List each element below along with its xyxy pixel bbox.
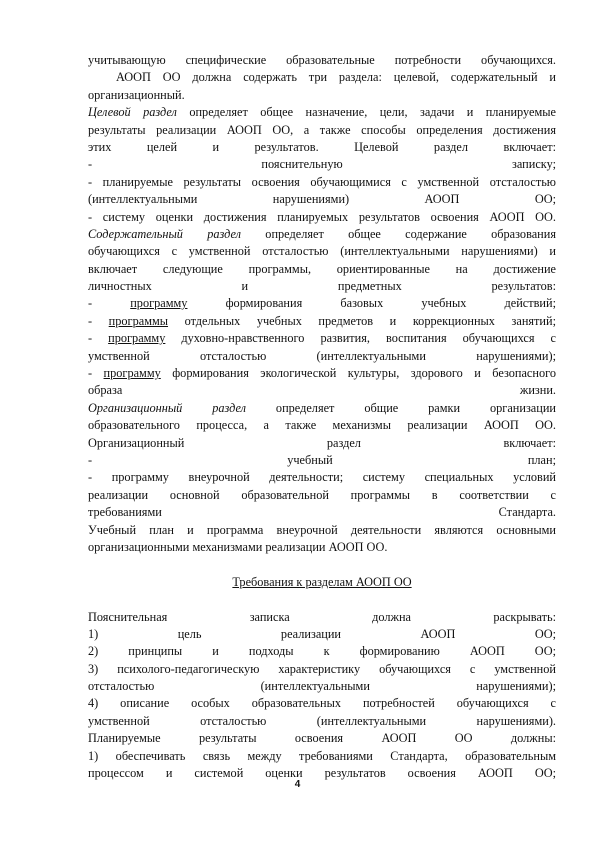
text-line: реализации основной образовательной программы в соответствии с — [88, 487, 556, 502]
text-line: Организационный раздел включает: — [88, 435, 556, 450]
text-span: формирования базовых учебных действий; — [187, 296, 556, 311]
text-line: - программу внеурочной деятельности; систему специальных условий — [88, 470, 556, 485]
text-line — [88, 104, 556, 121]
text-line — [88, 226, 556, 243]
text-line: организационный. — [88, 87, 185, 102]
underlined-term: программу — [130, 296, 188, 311]
text-line: Пояснительная записка должна раскрывать: — [88, 609, 556, 624]
text-span: духовно-нравственного развития, воспитания обучающихся с — [165, 331, 556, 346]
text-span: определяет общее содержание образования — [241, 226, 556, 241]
text-span: формирования экологической культуры, здорового и безопасного — [160, 366, 556, 381]
text-line: - пояснительную записку; — [88, 157, 556, 172]
text-line: - систему оценки достижения планируемых результатов освоения АООП ОО. — [88, 209, 556, 224]
text-line: 2) принципы и подходы к формированию АООП ОО; — [88, 644, 556, 659]
italic-term: Содержательный раздел — [88, 226, 242, 241]
section-heading: Требования к разделам АООП ОО — [232, 574, 412, 589]
italic-term: Целевой раздел — [88, 105, 177, 120]
text-line: обучающихся с умственной отсталостью (интеллектуальными нарушениями) и — [88, 244, 556, 259]
text-line: учитывающую специфические образовательные потребности обучающихся. — [88, 53, 556, 67]
text-line: этих целей и результатов. Целевой раздел включает: — [88, 139, 556, 154]
text-line — [88, 313, 556, 330]
text-span: - — [88, 296, 131, 311]
text-line: 1) обеспечивать связь между требованиями Стандарта, образовательным — [88, 748, 556, 763]
text-line: АООП ОО должна содержать три раздела: целевой, содержательный и — [116, 70, 556, 85]
underlined-term: программу — [108, 331, 166, 346]
text-line: 3) психолого-педагогическую характеристику обучающихся с умственной — [88, 661, 556, 676]
text-line: требованиями Стандарта. — [88, 505, 556, 520]
text-span: - — [88, 313, 109, 328]
text-line: организационными механизмами реализации АООП ОО. — [88, 539, 388, 554]
blank-line — [88, 556, 556, 573]
text-line: результаты реализации АООП ОО, а также способы определения достижения — [88, 122, 556, 137]
blank-line — [88, 591, 556, 608]
document-body — [88, 52, 556, 782]
text-line: 4) описание особых образовательных потребностей обучающихся с — [88, 696, 556, 711]
text-line: образа жизни. — [88, 383, 556, 398]
text-line — [88, 365, 556, 382]
text-line — [88, 330, 556, 347]
text-line: - планируемые результаты освоения обучающимися с умственной отсталостью — [88, 174, 556, 189]
text-line: умственной отсталостью (интеллектуальными нарушениями); — [88, 348, 556, 363]
text-span: определяет общее назначение, цели, задачи и планируемые — [176, 105, 556, 120]
text-line: Планируемые результаты освоения АООП ОО должны: — [88, 731, 556, 746]
text-span: отдельных учебных предметов и коррекционных занятий; — [168, 313, 556, 328]
text-line: умственной отсталостью (интеллектуальными нарушениями). — [88, 713, 556, 728]
text-line — [88, 400, 556, 417]
text-line: процессом и системой оценки результатов освоения АООП ОО; — [88, 766, 556, 781]
underlined-term: программы — [108, 313, 169, 328]
text-line: Учебный план и программа внеурочной деятельности являются основными — [88, 522, 556, 537]
text-line: включает следующие программы, ориентированные на достижение — [88, 261, 556, 276]
text-line: образовательного процесса, а также механизмы реализации АООП ОО. — [88, 418, 556, 433]
text-line: личностных и предметных результатов: — [88, 279, 556, 294]
italic-term: Организационный раздел — [88, 400, 247, 415]
text-line: - учебный план; — [88, 452, 556, 467]
underlined-term: программу — [103, 366, 161, 381]
page-number: 4 — [294, 779, 301, 790]
text-line: 1) цель реализации АООП ОО; — [88, 626, 556, 641]
text-span: - — [88, 366, 104, 381]
text-line — [88, 295, 556, 312]
text-line: (интеллектуальными нарушениями) АООП ОО; — [88, 192, 556, 207]
text-line: отсталостью (интеллектуальными нарушениями); — [88, 679, 556, 694]
text-span: - — [88, 331, 109, 346]
text-span: определяет общие рамки организации — [246, 400, 556, 415]
